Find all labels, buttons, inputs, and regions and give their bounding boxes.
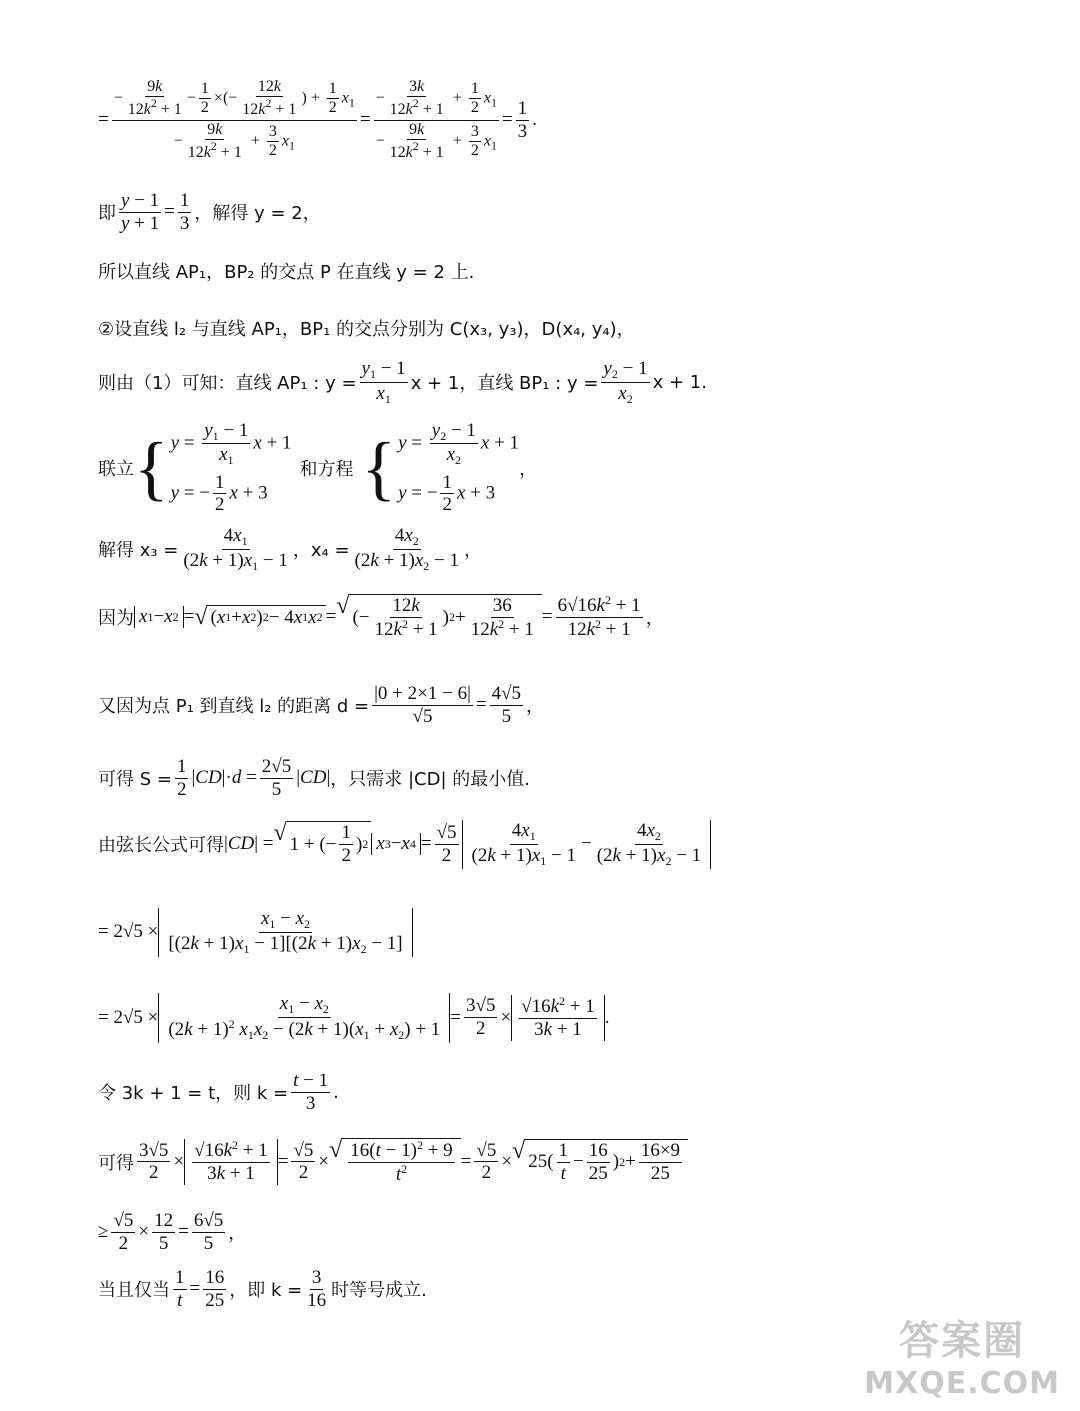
line-6-end: ， [519, 459, 538, 480]
line-bp1-label: x + 1，直线 BP₁ : y = [410, 373, 599, 395]
watermark [864, 1309, 1060, 1401]
system-1: y = $\frac{y_1 - 1}{x_1}$ x + 1 y = − $\frac{1}{2}$ x + 3 [170, 419, 292, 516]
equation-line-10: 可得 S = $\frac{1}{2}$ |CD|·d = $\frac{2√5}{5}$ |CD| ，只需求 |CD| 的最小值. [98, 756, 530, 800]
equation-line-5: 则由（1）可知：直线 AP₁ : y = $\frac{y_1 - 1}{x_1}$ x + 1，直线 BP₁ : y = $\frac{y_2 - 1}{x_2}$ x + 1. [98, 358, 707, 406]
equation-line-7: 解得 x₃ = $\frac{4x_1}{(2k + 1)x_1 - 1}$ ，x₄ = $\frac{4x_2}{(2k + 1)x_2 - 1}$ ， [98, 525, 483, 573]
text-solve-y: ，解得 y = 2， [194, 203, 321, 225]
equation-line-2: 即 $\frac{y - 1}{y + 1}$ = $\frac{1}{3}$ ，解得 y = 2， [98, 190, 321, 234]
substitution-label: 令 3k + 1 = t，则 k = [98, 1083, 289, 1105]
min-text: ，只需求 |CD| 的最小值. [330, 769, 530, 791]
equation-line-9: 又因为点 P₁ 到直线 l₂ 的距离 d = $\frac{|0 + 2\times 1 - 6|}{√5}$ = $\frac{4√5}{5}$ ， [98, 683, 545, 727]
text-line-4 [98, 315, 635, 341]
equation-line-12: = 2√5 × $x_1 - x_2$ $[(2k + 1)x_1 - 1][(2k + 1)x_2 - 1]$ [98, 908, 413, 957]
text-ji: 即 [98, 203, 116, 225]
fraction-main: − $\frac{9k}{12k^2 + 1}$ − $\frac{1}{2}$ ×(− $\frac{12k}{12k^2 + 1}$ ) + $\frac{1}{2}$ $x_1$ − $\frac{9k}{12k^2 + 1}$ + $\frac{3}{2}$ $x_1$ [113, 78, 355, 162]
distance-label: 又因为点 P₁ 到直线 l₂ 的距离 d = [98, 696, 370, 718]
equation-line-13: = 2√5 × $x_1 - x_2$ $(2k + 1)^2$ $x_1x_2 - (2k + 1)(x_1 + x_2) + 1$ = $\frac{3√5}{2}$ × $√16k^2 + 1$ 3k + 1 . [98, 993, 610, 1042]
x3-label: 解得 x₃ = [98, 540, 179, 562]
k-value-label: ，即 k = [229, 1280, 303, 1302]
line-5-end: x + 1. [652, 371, 707, 393]
chord-length-label: 由弦长公式可得 [98, 835, 224, 857]
setup-text: ②设直线 l₂ 与直线 AP₁，BP₁ 的交点分别为 C(x₃, y₃)，D(x₄, y₄)， [98, 319, 635, 340]
line-9-end: ， [526, 696, 545, 718]
x4-label: ，x₄ = [292, 540, 350, 562]
text-yinwei: 因为 [98, 608, 134, 630]
area-label: 可得 S = [98, 769, 172, 791]
watermark-logo-text: 答案圈 [899, 1318, 1026, 1364]
fraction-simplified: − $\frac{3k}{12k^2 + 1}$ + $\frac{1}{2}$ $x_1$ − $\frac{9k}{12k^2 + 1}$ + $\frac{3}{2}$ $x_1$ [375, 78, 497, 162]
equation-line-15: 可得 $\frac{3√5}{2}$ × $√16k^2 + 1$ 3k + 1 = $\frac{√5}{2}$ × √ $16(t - 1)^2 + 9$ $t^2$ = $\frac{√5}{2}$ × √ 25( 1 t − 16 25 ) 2 + 16×9 25 [98, 1138, 688, 1186]
text-kede: 可得 [98, 1152, 134, 1174]
text-lianli: 联立 [98, 459, 134, 480]
system-2: y = $\frac{y_2 - 1}{x_2}$ x + 1 y = − $\frac{1}{2}$ x + 3 [398, 419, 520, 516]
line-7-end: ， [464, 540, 483, 562]
line-8-end: ， [645, 608, 664, 630]
equation-line-6: 联立 { y = $\frac{y_1 - 1}{x_1}$ x + 1 y = − $\frac{1}{2}$ x + 3 和方程 { y = $\frac{y_2 - 1}{x_2}$ x + 1 y = − $\frac{1}{2}$ x + 3 ， [98, 418, 537, 518]
equation-line-14: 令 3k + 1 = t，则 k = $\frac{t - 1}{3}$ . [98, 1070, 339, 1114]
equation-line-17: 当且仅当 $\frac{1}{t}$ = $\frac{16}{25}$ ，即 k = $\frac{3}{16}$ 时等号成立. [98, 1267, 427, 1311]
watermark-url: MXQE.COM [864, 1366, 1060, 1401]
conclusion-text: 所以直线 AP₁，BP₂ 的交点 P 在直线 y = 2 上. [98, 262, 475, 283]
text-line-3 [98, 258, 474, 284]
line-14-end: . [333, 1081, 339, 1103]
equality-condition-label: 当且仅当 [98, 1280, 170, 1302]
equals-sign: = [98, 109, 109, 131]
equation-line-16: ≥ $\frac{√5}{2}$ × $\frac{12}{5}$ = $\frac{6√5}{5}$ ， [98, 1210, 247, 1254]
line-16-end: ， [228, 1223, 247, 1245]
equation-line-1: = − $\frac{9k}{12k^2 + 1}$ − $\frac{1}{2}$ ×(− $\frac{12k}{12k^2 + 1}$ ) + $\frac{1}{2}$ $x_1$ − $\frac{9k}{12k^2 + 1}$ + $\frac{3}{2}$ $x_1$ = − $\frac{3k}{12k^2 + 1}$ + $\frac{1}{2}$ $x_1$ − $\frac{9k}{12k^2 + 1}$ + $\frac{3}{2}$ $x_1$ = $\frac{1}{3}$ . [98, 78, 537, 162]
equation-line-11: 由弦长公式可得 |CD| = √ 1 + (− 1 2 ) 2 x 3 − x 4 = $\frac{√5}{2}$ $4x_1$ $(2k + 1)x_1 - 1$ − $4x_2$ $(2k + 1)x_2 - 1$ [98, 820, 711, 869]
equality-text: 时等号成立. [331, 1280, 427, 1302]
equation-line-8: 因为 x 1 − x 2 = √ ( x 1 + x 2 ) 2 − 4 x 1 x 2 = √ (− 12k $12k^2 + 1$ ) 2 + 36 $12k^2 + 1$ = $\frac{6√16k^2 + 1}{12k^2 + 1}$ ， [98, 593, 664, 640]
text-and-equation: 和方程 [299, 459, 354, 480]
line-ap1-label: 则由（1）可知：直线 AP₁ : y = [98, 373, 357, 395]
